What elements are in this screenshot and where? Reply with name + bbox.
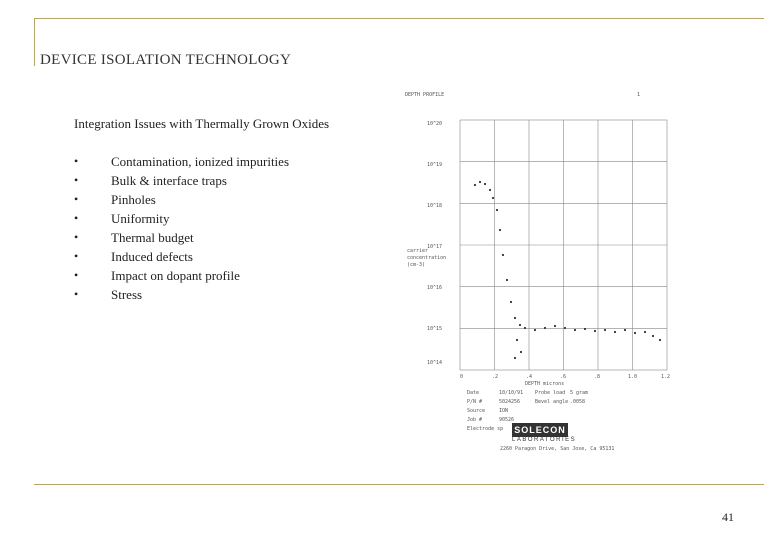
bullet-list xyxy=(74,152,289,304)
profile-point xyxy=(516,339,518,341)
y-tick: 10^20 xyxy=(427,121,443,127)
profile-point xyxy=(484,183,486,185)
frame-bottom-rule xyxy=(34,484,764,485)
page-number: 41 xyxy=(722,510,734,524)
profile-point xyxy=(534,329,536,331)
profile-point xyxy=(594,330,596,332)
slide-title: DEVICE ISOLATION TECHNOLOGY xyxy=(40,52,292,68)
profile-point xyxy=(502,254,504,256)
info-value: .0058 xyxy=(570,399,586,405)
info-value: 10/10/91 xyxy=(499,390,524,396)
bullet-icon: • xyxy=(74,154,79,168)
profile-point xyxy=(514,357,516,359)
bullet-text: Impact on dopant profile xyxy=(111,267,240,283)
info-label: Bevel angle xyxy=(535,399,569,405)
y-tick: 10^17 xyxy=(427,244,443,250)
x-tick: .4 xyxy=(526,374,533,380)
bullet-icon: • xyxy=(74,211,79,225)
bullet-item xyxy=(74,285,289,304)
bullet-text: Bulk & interface traps xyxy=(111,172,227,188)
x-tick: .2 xyxy=(492,374,499,380)
x-tick: 1.2 xyxy=(661,374,671,380)
profile-point xyxy=(489,189,491,191)
profile-point xyxy=(496,209,498,211)
bullet-icon: • xyxy=(74,192,79,206)
bullet-icon: • xyxy=(74,268,79,282)
info-label: Source xyxy=(467,408,486,414)
profile-point xyxy=(659,339,661,341)
profile-point xyxy=(544,327,546,329)
info-label: Job # xyxy=(467,417,483,423)
figure-footer: 2260 Paragon Drive, San Jose, Ca 95131 xyxy=(500,446,615,452)
bullet-text: Thermal budget xyxy=(111,229,194,245)
info-label: Probe load xyxy=(535,390,566,396)
y-tick: 10^18 xyxy=(427,203,443,209)
solecon-logo: SOLECON xyxy=(512,423,568,437)
profile-point xyxy=(499,229,501,231)
bullet-text: Induced defects xyxy=(111,248,193,264)
bullet-item xyxy=(74,152,289,171)
y-axis-label: concentration xyxy=(407,255,447,261)
bullet-icon: • xyxy=(74,249,79,263)
bullet-item xyxy=(74,171,289,190)
info-value: ION xyxy=(499,408,509,414)
info-label: P/N # xyxy=(467,399,483,405)
profile-point xyxy=(652,335,654,337)
bullet-item xyxy=(74,190,289,209)
y-tick: 10^19 xyxy=(427,162,443,168)
bullet-item xyxy=(74,209,289,228)
profile-point xyxy=(604,329,606,331)
bullet-icon: • xyxy=(74,230,79,244)
y-axis-label: carrier xyxy=(407,248,429,254)
x-tick: .6 xyxy=(560,374,567,380)
y-axis-label: (cm-3) xyxy=(407,262,426,268)
frame-top-rule xyxy=(34,18,764,19)
plot-points xyxy=(474,181,661,359)
profile-point xyxy=(574,329,576,331)
profile-point xyxy=(624,329,626,331)
figure-header-right: 1 xyxy=(637,92,641,98)
profile-point xyxy=(644,331,646,333)
x-axis-label: DEPTH microns xyxy=(525,381,565,387)
bullet-icon: • xyxy=(74,287,79,301)
profile-point xyxy=(524,327,526,329)
profile-point xyxy=(510,301,512,303)
profile-point xyxy=(514,317,516,319)
profile-point xyxy=(520,351,522,353)
x-tick: 0 xyxy=(460,374,464,380)
scanned-profile-figure xyxy=(405,90,690,460)
info-value: 5 gram xyxy=(570,390,589,396)
info-label: Date xyxy=(467,390,480,396)
bullet-text: Stress xyxy=(111,286,143,302)
x-tick: 1.0 xyxy=(628,374,638,380)
bullet-text: Pinholes xyxy=(111,191,156,207)
bullet-icon: • xyxy=(74,173,79,187)
profile-point xyxy=(479,181,481,183)
profile-point xyxy=(614,331,616,333)
profile-point xyxy=(506,279,508,281)
profile-point xyxy=(554,325,556,327)
bullet-item xyxy=(74,266,289,285)
bullet-item xyxy=(74,228,289,247)
x-tick: .8 xyxy=(594,374,601,380)
info-value: 90526 xyxy=(499,417,515,423)
profile-point xyxy=(634,332,636,334)
slide-subtitle: Integration Issues with Thermally Grown Oxides xyxy=(74,116,330,131)
profile-point xyxy=(519,324,521,326)
frame-left-accent xyxy=(34,18,35,66)
profile-point xyxy=(564,327,566,329)
y-tick: 10^15 xyxy=(427,326,443,332)
y-tick: 10^14 xyxy=(427,360,443,366)
info-label: Electrode sp xyxy=(467,426,504,432)
profile-point xyxy=(492,197,494,199)
solecon-logo-sub: LABORATORIES xyxy=(512,437,577,443)
figure-header-left: DEPTH PROFILE xyxy=(405,92,445,98)
profile-point xyxy=(584,328,586,330)
bullet-item xyxy=(74,247,289,266)
y-tick: 10^16 xyxy=(427,285,443,291)
profile-point xyxy=(474,184,476,186)
bullet-text: Contamination, ionized impurities xyxy=(111,153,290,169)
bullet-text: Uniformity xyxy=(111,210,170,226)
info-value: 5024256 xyxy=(499,399,521,405)
